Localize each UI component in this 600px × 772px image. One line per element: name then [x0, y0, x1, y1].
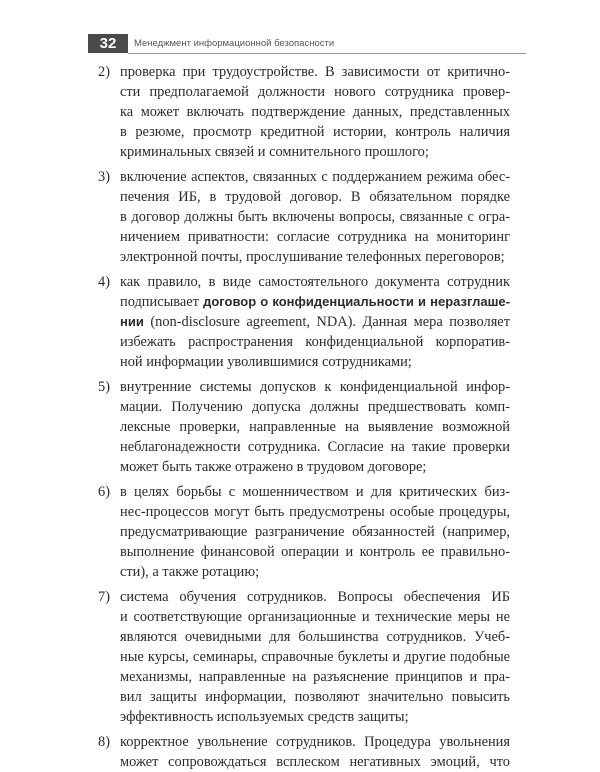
text-line: в целях борьбы с мошенничеством и для критических биз-: [120, 484, 510, 500]
text-line: в договор должны быть включены вопросы, связанные с огра-: [120, 209, 510, 225]
list-number: 7): [98, 589, 110, 605]
text-run: (non-disclosure agreement, NDA). Данная мера позволяет: [143, 314, 510, 330]
text-line: предусматривающие разграничение обязанностей (например,: [120, 524, 510, 540]
text-line: внутренние системы допусков к конфиденциальной инфор-: [120, 379, 510, 395]
page-body: [98, 62, 510, 772]
text-line: печения ИБ, в трудовой договор. В обязательном порядке: [120, 189, 510, 205]
text-line: неблагонадежности сотрудника. Согласие на такие проверки: [120, 439, 510, 455]
text-line: избежать распространения конфиденциальной корпоратив-: [120, 334, 510, 350]
text-line: мации. Получению допуска должны предшествовать комп-: [120, 399, 510, 415]
text-line: нес-процессов могут быть предусмотрены особые процедуры,: [120, 504, 510, 520]
list-number: 5): [98, 379, 110, 395]
page-number: 32: [88, 34, 128, 53]
running-title: Менеджмент информационной безопасности: [134, 38, 335, 49]
text-line: может сопровождаться всплеском негативных эмоций, что: [120, 754, 510, 770]
list-item: [98, 482, 510, 582]
text-line: электронной почты, прослушивание телефонных переговоров;: [120, 249, 505, 265]
nda-term-bold: нии: [120, 314, 144, 329]
text-line: ной информации уволившимися сотрудниками;: [120, 354, 412, 370]
text-line: включение аспектов, связанных с поддержанием режима обес-: [120, 169, 510, 185]
text-run: подписывает: [120, 294, 204, 310]
text-line: ные курсы, семинары, справочные буклеты и другие подобные: [120, 649, 510, 665]
text-line: может быть также отражено в трудовом договоре;: [120, 459, 427, 475]
text-line: являются очевидными для большинства сотрудников. Учеб-: [120, 629, 510, 645]
list-number: 8): [98, 734, 110, 750]
list-number: 2): [98, 64, 110, 80]
text-line: проверка при трудоустройстве. В зависимости от критично-: [120, 64, 510, 80]
text-line: система обучения сотрудников. Вопросы обеспечения ИБ: [120, 589, 510, 605]
list-item: [98, 732, 510, 772]
list-number: 3): [98, 169, 110, 185]
header-rule: [128, 53, 526, 54]
text-line: корректное увольнение сотрудников. Процедура увольнения: [120, 734, 510, 750]
list-item: [98, 587, 510, 727]
text-line: [120, 312, 510, 332]
list-item: [98, 377, 510, 477]
list-number: 4): [98, 274, 110, 290]
text-line: в резюме, просмотр кредитной истории, контроль наличия: [120, 124, 510, 140]
text-line: механизмы, направленные на разъяснение принципов и пра-: [120, 669, 510, 685]
text-line: сти), а также ротацию;: [120, 564, 260, 580]
text-line: как правило, в виде самостоятельного документа сотрудник: [120, 274, 510, 290]
text-line: лексные проверки, направленные на выявление возможной: [120, 419, 510, 435]
list-item: [98, 62, 510, 162]
nda-term-bold: договор о конфиденциальности и неразглаше-: [203, 294, 510, 309]
text-line: ничением приватности: согласие сотрудника на мониторинг: [120, 229, 510, 245]
running-header: [76, 34, 526, 54]
text-line: криминальных связей и сомнительного прошлого;: [120, 144, 429, 160]
list-item: [98, 272, 510, 372]
text-line: ка может включать подтверждение данных, представленных: [120, 104, 510, 120]
text-line: выполнение финансовой операции и контроль ее правильно-: [120, 544, 510, 560]
text-line: эффективность используемых средств защиты;: [120, 709, 409, 725]
list-item: [98, 167, 510, 267]
text-line: вил защиты информации, позволяют значительно повысить: [120, 689, 510, 705]
text-line: и соответствующие организационные и технические меры не: [120, 609, 510, 625]
list-number: 6): [98, 484, 110, 500]
text-line: сти предполагаемой должности нового сотрудника провер-: [120, 84, 510, 100]
text-line: [120, 292, 510, 312]
